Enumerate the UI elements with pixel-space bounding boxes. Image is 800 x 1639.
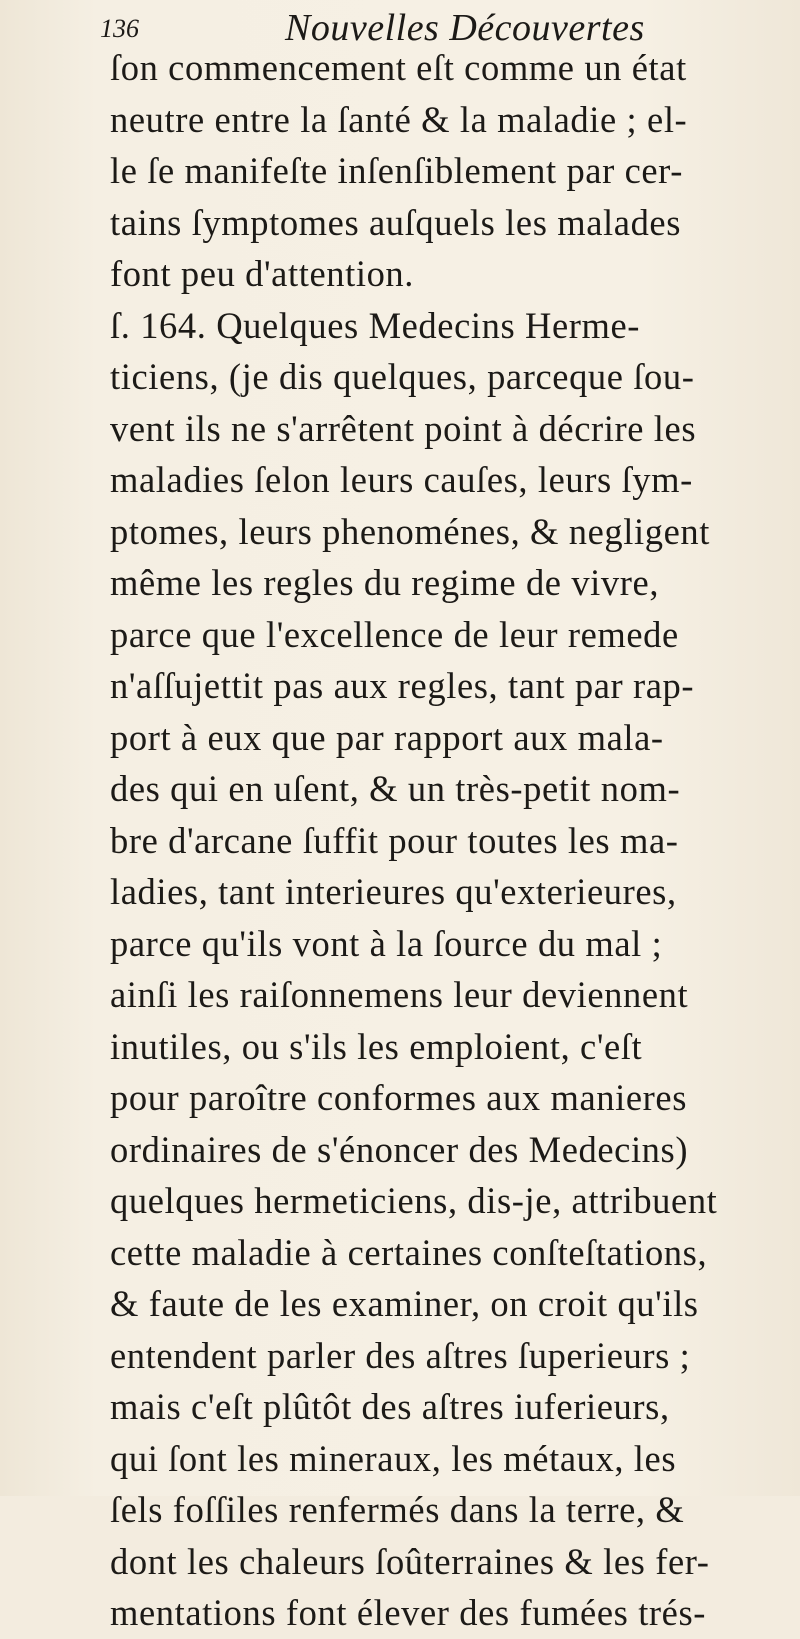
text-line: n'aſſujettit pas aux regles, tant par rap- <box>110 665 695 706</box>
page-number: 136 <box>100 14 139 43</box>
text-line: ticiens, (je dis quelques, parceque ſou- <box>110 356 695 397</box>
text-line: qui ſont les mineraux, les métaux, les <box>110 1437 677 1479</box>
text-line: ſon commencement eſt comme un état <box>110 47 687 88</box>
text-line: entendent parler des aſtres ſuperieurs ; <box>110 1334 691 1376</box>
text-line: même les regles du regime de vivre, <box>110 562 660 603</box>
text-line: inutiles, ou s'ils les emploient, c'eſt <box>110 1025 643 1067</box>
text-line: ptomes, leurs phenoménes, & negligent <box>110 510 710 552</box>
text-line: pour paroître conformes aux manieres <box>110 1077 687 1118</box>
text-line: font peu d'attention. <box>110 253 415 294</box>
text-line: port à eux que par rapport aux mala- <box>110 716 664 758</box>
text-line: ſ. 164. Quelques Medecins Herme- <box>110 304 641 346</box>
text-line: quelques hermeticiens, dis-je, attribuent <box>110 1180 718 1221</box>
body-text <box>110 42 800 1639</box>
text-line: ordinaires de s'énoncer des Medecins) <box>110 1128 689 1170</box>
text-line: ſels foſſiles renfermés dans la terre, & <box>110 1489 685 1530</box>
running-title: Nouvelles Découvertes <box>285 7 645 49</box>
text-line: maladies ſelon leurs cauſes, leurs ſym- <box>110 459 693 500</box>
text-line: neutre entre la ſanté & la maladie ; el- <box>110 98 688 140</box>
text-line: & faute de les examiner, on croit qu'ils <box>110 1283 699 1324</box>
text-line: des qui en uſent, & un très-petit nom- <box>110 768 681 809</box>
text-line: ainſi les raiſonnemens leur deviennent <box>110 974 689 1015</box>
text-line: mentations font élever des fumées trés- <box>110 1592 707 1633</box>
text-line: ladies, tant interieures qu'exterieures, <box>110 871 677 912</box>
text-line: cette maladie à certaines conſteſtations, <box>110 1231 708 1273</box>
text-line: le ſe manifeſte inſenſiblement par cer- <box>110 150 683 191</box>
text-line: parce que l'excellence de leur remede <box>110 613 679 655</box>
text-line: tains ſymptomes auſquels les malades <box>110 201 682 243</box>
text-line: bre d'arcane ſuffit pour toutes les ma- <box>110 819 679 861</box>
text-line: parce qu'ils vont à la ſource du mal ; <box>110 922 663 964</box>
text-line: vent ils ne s'arrêtent point à décrire les <box>110 407 697 449</box>
text-line: dont les chaleurs ſoûterraines & les fer- <box>110 1540 710 1582</box>
text-line: mais c'eſt plûtôt des aſtres iuferieurs, <box>110 1386 670 1427</box>
